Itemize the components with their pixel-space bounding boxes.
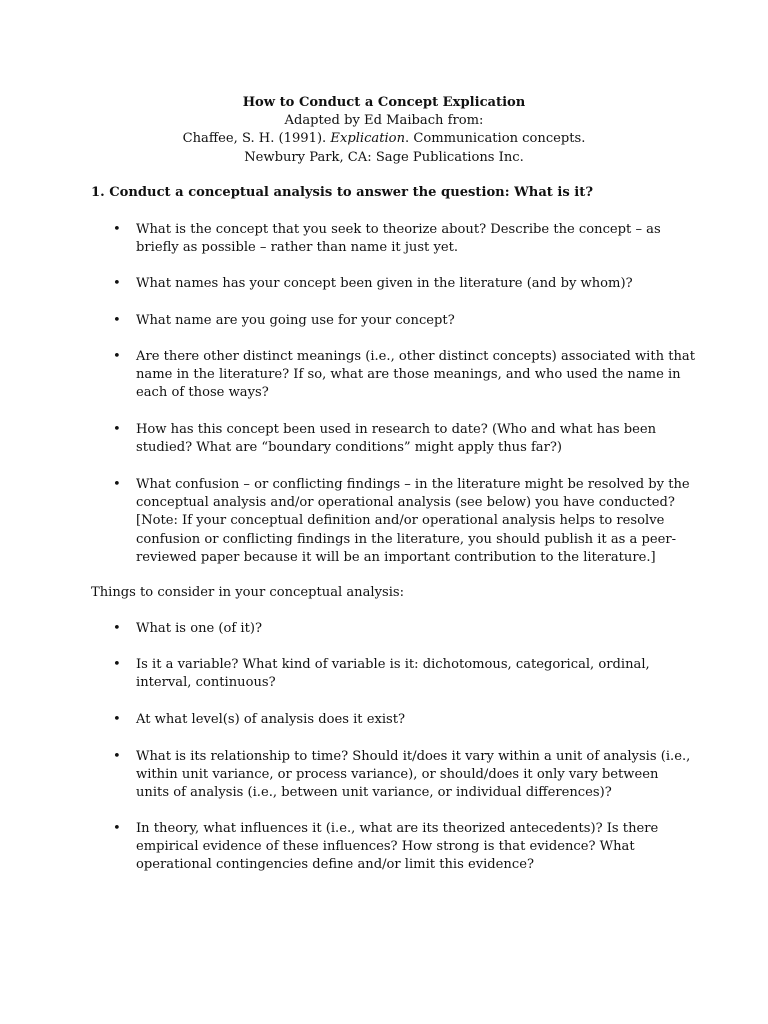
- section-heading-1: 1. Conduct a conceptual analysis to answer the question: What is it?: [91, 185, 594, 200]
- bullet-line: What is the concept that you seek to theorize about? Describe the concept – as: [136, 222, 661, 237]
- citation-italic: Explication: [330, 131, 405, 147]
- bullet-dot: •: [113, 222, 121, 237]
- bullet-text: [136, 656, 681, 692]
- bullet-text: [136, 312, 681, 330]
- bullet-line: studied? What are “boundary conditions” might apply thus far?): [136, 440, 562, 456]
- citation-suffix: . Communication concepts.: [405, 131, 586, 147]
- bullet-dot: •: [113, 712, 121, 727]
- bullet-text: [136, 221, 681, 257]
- bullet-line: interval, continuous?: [136, 675, 276, 691]
- bullet-text: [136, 711, 681, 729]
- bullet-text: [136, 820, 681, 875]
- bullet-line: conceptual analysis and/or operational analysis (see below) you have conducted?: [136, 495, 675, 511]
- citation-line: [0, 130, 768, 148]
- bullet-line: Is it a variable? What kind of variable is it: dichotomous, categorical, ordinal,: [136, 657, 650, 672]
- citation-prefix: Chaffee, S. H. (1991).: [182, 131, 331, 147]
- bullet-line: How has this concept been used in research to date? (Who and what has been: [136, 422, 657, 437]
- bullet-dot: •: [113, 749, 121, 764]
- document-title: How to Conduct a Concept Explication: [242, 95, 526, 110]
- bullet-line: What is one (of it)?: [136, 621, 262, 636]
- bullet-line: confusion or conflicting findings in the literature, you should publish it as a peer-: [136, 531, 677, 547]
- bullet-line: reviewed paper because it will be an important contribution to the literature.]: [136, 549, 656, 565]
- bullet-dot: •: [113, 477, 121, 492]
- bullet-dot: •: [113, 276, 121, 291]
- bullet-dot: •: [113, 657, 121, 672]
- publisher-line: Newbury Park, CA: Sage Publications Inc.: [244, 149, 524, 165]
- bullet-text: [136, 748, 691, 803]
- bullet-text: [136, 348, 695, 403]
- bullet-text: [136, 421, 681, 457]
- title-block: [0, 94, 768, 167]
- considerations-intro: Things to consider in your conceptual analysis:: [91, 585, 405, 600]
- adapted-by-line: Adapted by Ed Maibach from:: [284, 113, 484, 129]
- bullet-line: In theory, what influences it (i.e., what are its theorized antecedents)? Is there: [136, 821, 659, 836]
- bullet-line: Are there other distinct meanings (i.e., other distinct concepts) associated with that: [136, 349, 695, 364]
- bullet-line: each of those ways?: [136, 385, 269, 401]
- bullet-text: [136, 620, 681, 638]
- bullet-line: within unit variance, or process variance), or should/does it only vary between: [136, 767, 659, 783]
- bullet-dot: •: [113, 422, 121, 437]
- bullet-dot: •: [113, 349, 121, 364]
- bullet-line: briefly as possible – rather than name it just yet.: [136, 240, 459, 256]
- bullet-dot: •: [113, 313, 121, 328]
- bullet-line: What names has your concept been given in the literature (and by whom)?: [136, 276, 633, 291]
- bullet-text: [136, 275, 681, 293]
- bullet-text: [136, 476, 690, 567]
- bullet-line: operational contingencies define and/or limit this evidence?: [136, 857, 534, 873]
- bullet-line: What is its relationship to time? Should it/does it vary within a unit of analysis (i.e.,: [136, 749, 691, 764]
- bullet-line: name in the literature? If so, what are those meanings, and who used the name in: [136, 367, 681, 383]
- bullet-line: What confusion – or conflicting findings – in the literature might be resolved by the: [136, 477, 690, 492]
- bullet-line: At what level(s) of analysis does it exist?: [136, 712, 406, 727]
- bullet-line: units of analysis (i.e., between unit variance, or individual differences)?: [136, 785, 612, 801]
- bullet-dot: •: [113, 821, 121, 836]
- bullet-line: [Note: If your conceptual definition and/or operational analysis helps to resolve: [136, 513, 665, 529]
- bullet-line: What name are you going use for your concept?: [136, 313, 455, 328]
- bullet-line: empirical evidence of these influences? How strong is that evidence? What: [136, 839, 635, 855]
- bullet-dot: •: [113, 621, 121, 636]
